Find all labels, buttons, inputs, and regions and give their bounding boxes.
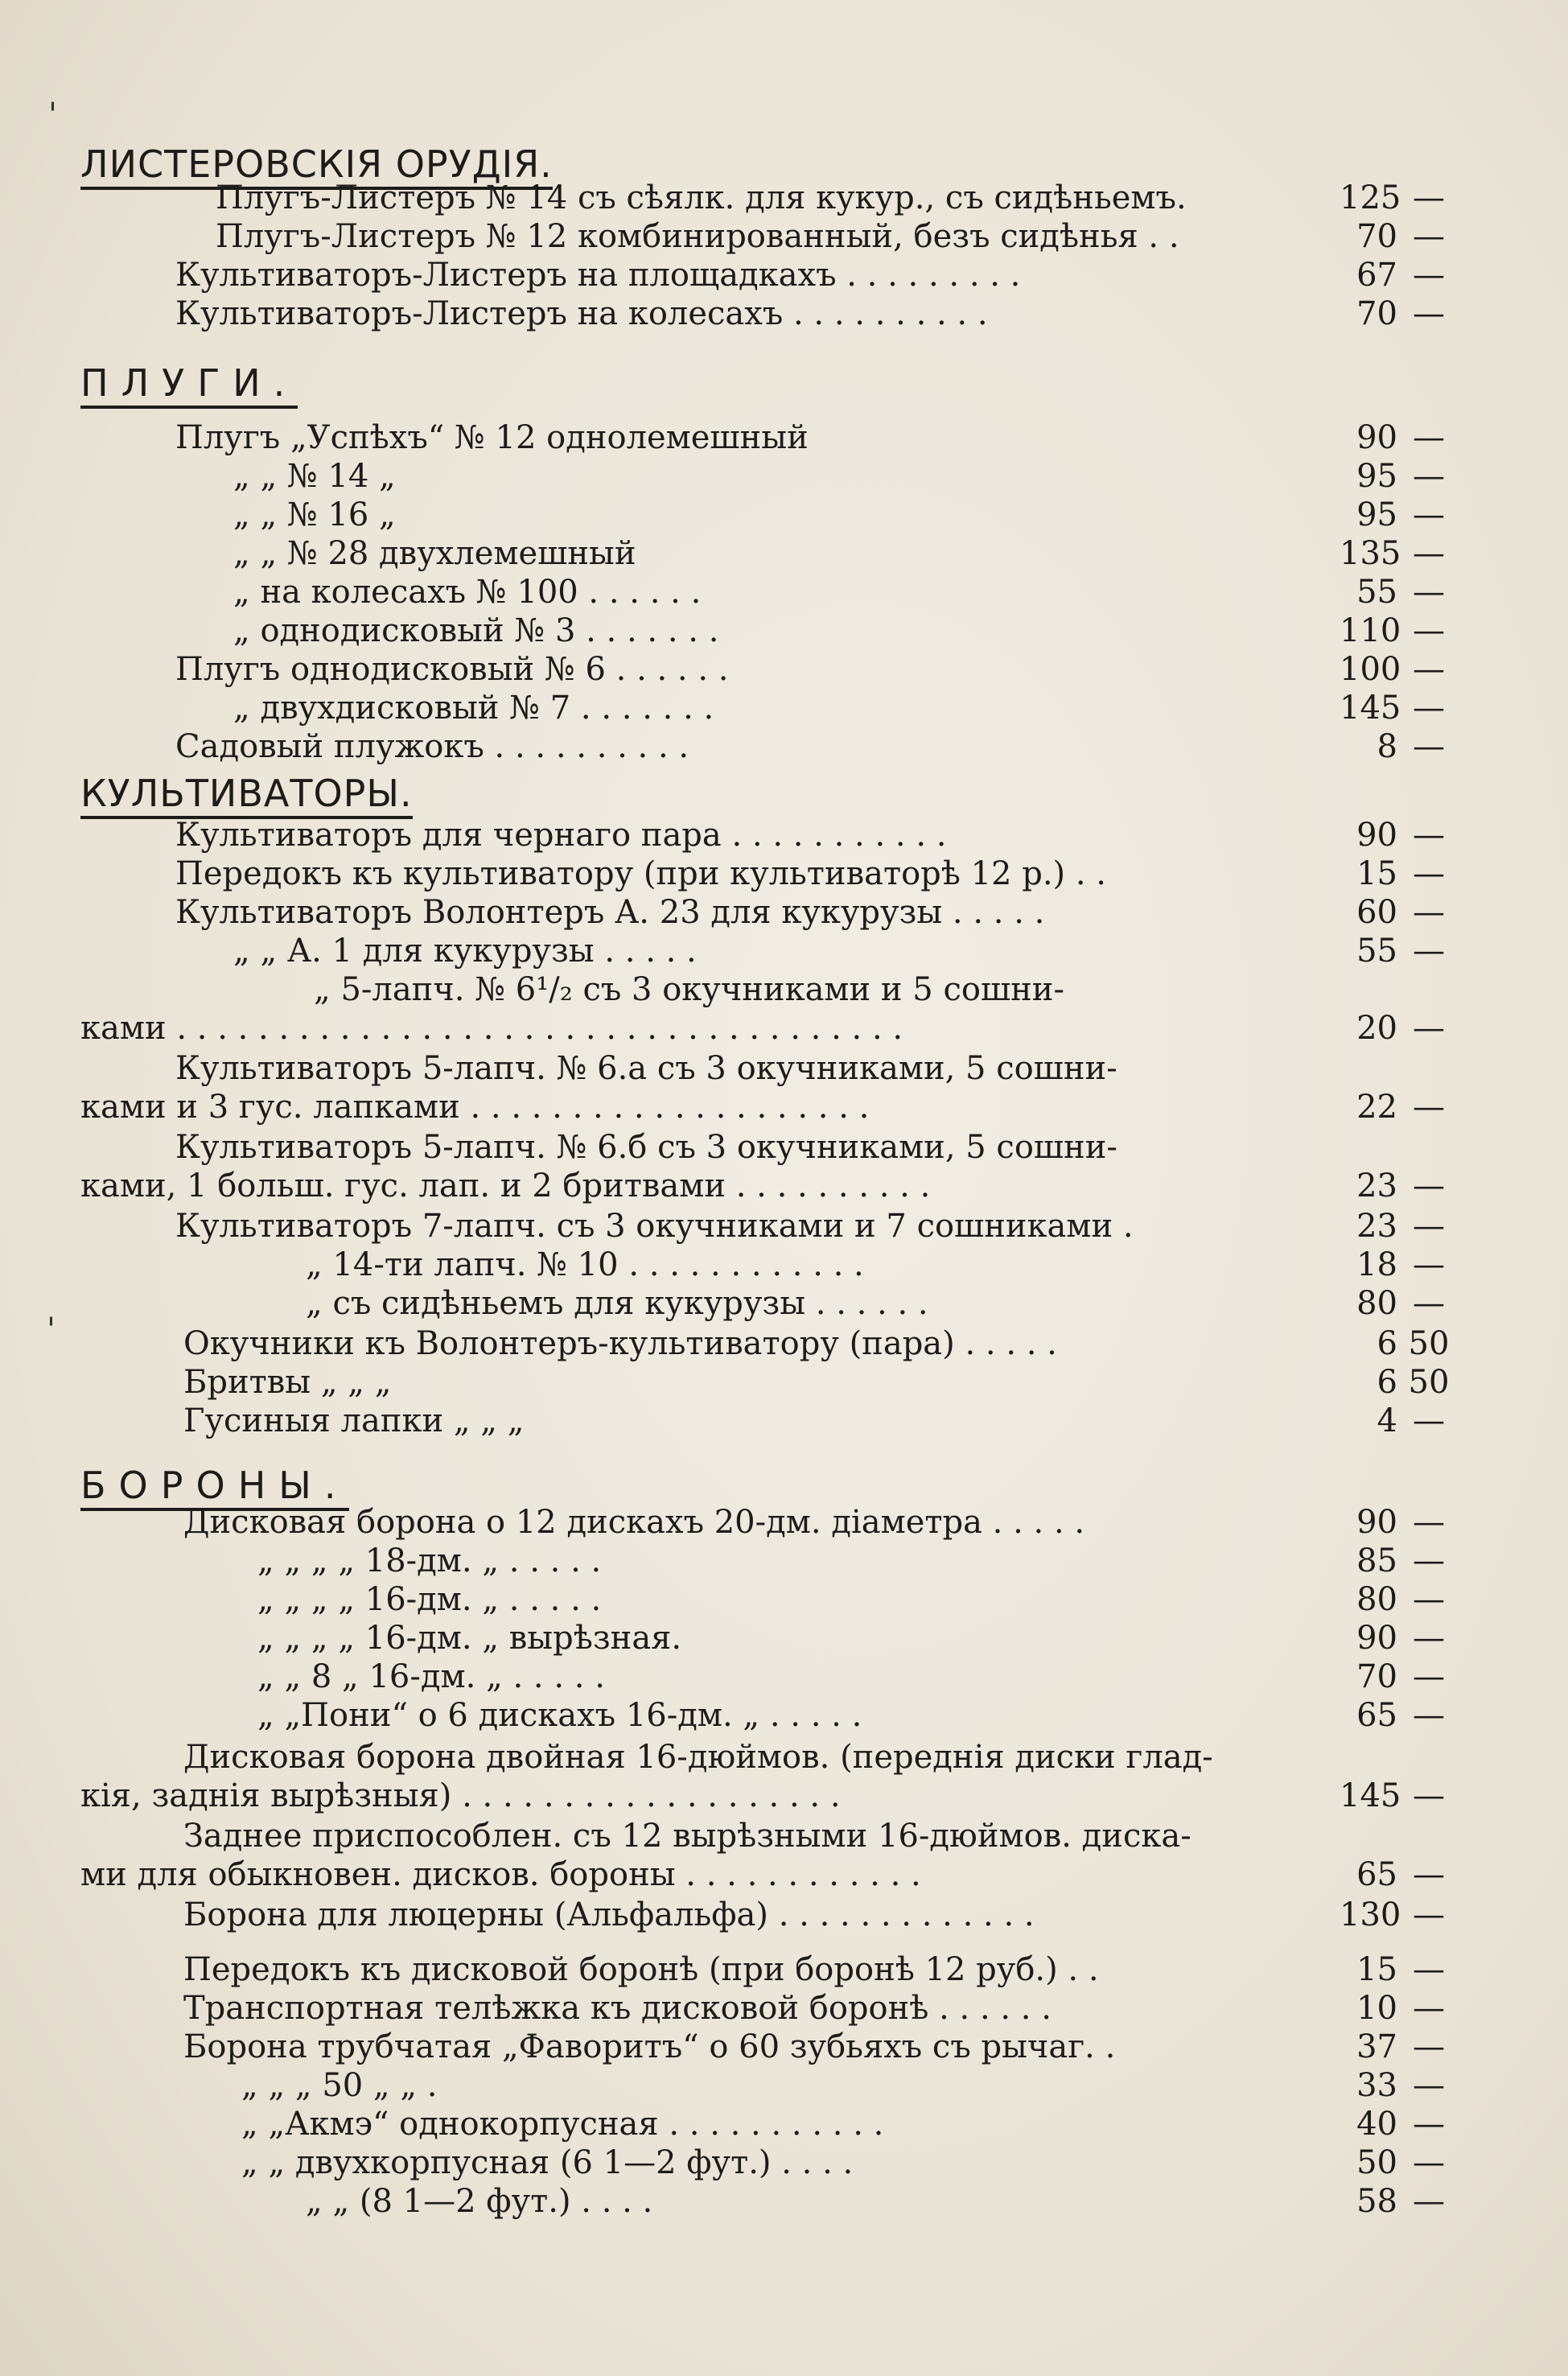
price-row	[80, 1009, 1460, 1048]
price-row	[233, 457, 1460, 496]
item-price	[1340, 612, 1460, 650]
price-row	[216, 179, 1460, 217]
item-description: „ „ (8 1—2 фут.) . . . .	[306, 2183, 653, 2220]
item-price	[1340, 1619, 1460, 1657]
item-description: „ на колесахъ № 100 . . . . . .	[233, 574, 702, 611]
price-row	[257, 1619, 1460, 1657]
price-row	[183, 1324, 1460, 1363]
price-row	[233, 534, 1460, 573]
item-price	[1340, 1402, 1460, 1440]
item-price	[1340, 1777, 1460, 1815]
price-rubles: 60	[1356, 894, 1397, 931]
item-price	[1340, 217, 1460, 256]
item-description: „ „ „ „ 16-дм. „ вырѣзная.	[257, 1620, 682, 1657]
price-rubles: 90	[1356, 419, 1397, 456]
item-description: Транспортная телѣжка къ дисковой боронѣ . . . . . .	[183, 1990, 1052, 2027]
item-description: „ „ двухкорпусная (6 1—2 фут.) . . . .	[241, 2144, 854, 2181]
price-kopecks: —	[1413, 2106, 1445, 2143]
item-description: „ съ сидѣньемъ для кукурузы . . . . . .	[306, 1285, 928, 1322]
item-description: Дисковая борона о 12 дискахъ 20-дм. діаметра . . . . .	[183, 1504, 1085, 1541]
item-description: Передокъ къ дисковой боронѣ (при боронѣ 12 руб.) . .	[183, 1951, 1099, 1988]
price-row	[233, 932, 1460, 970]
price-row	[257, 1580, 1460, 1619]
price-kopecks: —	[1413, 1658, 1445, 1695]
price-kopecks: —	[1413, 574, 1445, 611]
price-rubles: 145	[1340, 690, 1401, 727]
price-rubles: 40	[1356, 2106, 1397, 2143]
price-row	[183, 1896, 1460, 1934]
price-row	[183, 1503, 1460, 1542]
item-description: „ „ № 16 „	[233, 496, 396, 533]
item-price	[1340, 2143, 1460, 2182]
price-kopecks: —	[1413, 218, 1445, 255]
price-rubles: 15	[1356, 855, 1397, 892]
item-price	[1340, 457, 1460, 496]
price-row	[257, 1657, 1460, 1696]
price-kopecks: 50	[1408, 1364, 1450, 1401]
price-kopecks: —	[1413, 257, 1445, 294]
item-description: Культиваторъ Волонтеръ А. 23 для кукурузы . . . . .	[175, 894, 1045, 931]
item-price	[1340, 1009, 1460, 1048]
item-price	[1340, 1207, 1460, 1246]
item-price	[1340, 1580, 1460, 1619]
price-rubles: 58	[1356, 2183, 1397, 2220]
item-description: Культиваторъ 5-лапч. № 6.а съ 3 окучниками, 5 сошни-	[175, 1050, 1117, 1087]
price-rubles: 50	[1356, 2144, 1397, 2181]
price-row	[183, 1989, 1460, 2028]
price-kopecks: —	[1413, 690, 1445, 727]
item-price	[1340, 1363, 1460, 1402]
item-description: „ „Пони“ о 6 дискахъ 16-дм. „ . . . . .	[257, 1697, 862, 1734]
item-description: Борона трубчатая „Фаворитъ“ о 60 зубьяхъ съ рычаг. .	[183, 2028, 1116, 2065]
item-description: Окучники къ Волонтеръ-культиватору (пара) . . . . .	[183, 1325, 1057, 1362]
price-row	[80, 1088, 1460, 1126]
price-kopecks: —	[1413, 1620, 1445, 1657]
price-kopecks: —	[1413, 1208, 1445, 1245]
price-rubles: 90	[1356, 817, 1397, 854]
item-description: ками, 1 больш. гус. лап. и 2 бритвами . . . . . . . . . .	[80, 1167, 931, 1204]
item-price	[1340, 1284, 1460, 1323]
price-kopecks: —	[1413, 1896, 1445, 1933]
item-description: кія, заднія вырѣзныя) . . . . . . . . . . . . . . . . . . .	[80, 1777, 841, 1814]
price-rubles: 135	[1340, 535, 1401, 572]
item-description: „ однодисковый № 3 . . . . . . .	[233, 612, 719, 649]
price-rubles: 85	[1356, 1542, 1397, 1579]
item-price	[1340, 573, 1460, 612]
price-rubles: 80	[1356, 1285, 1397, 1322]
section-title-listers: ЛИСТЕРОВСКІЯ ОРУДІЯ.	[80, 143, 553, 190]
item-description: Передокъ къ культиватору (при культиваторѣ 12 р.) . .	[175, 855, 1106, 892]
item-description: „ „ 8 „ 16-дм. „ . . . . .	[257, 1658, 605, 1695]
price-kopecks: —	[1413, 1504, 1445, 1541]
price-row	[306, 1284, 1460, 1323]
price-row	[241, 2143, 1460, 2182]
price-row	[175, 418, 1460, 457]
price-rubles: 55	[1356, 574, 1397, 611]
price-kopecks: —	[1413, 2028, 1445, 2065]
price-rubles: 125	[1340, 179, 1401, 216]
item-price	[1340, 534, 1460, 573]
price-row	[175, 256, 1460, 294]
price-row	[175, 854, 1460, 893]
price-row	[233, 496, 1460, 534]
price-row	[314, 970, 1460, 1009]
price-row	[175, 1207, 1460, 1246]
price-rubles: 80	[1356, 1581, 1397, 1618]
price-rubles: 67	[1356, 257, 1397, 294]
item-description: „ „ „ „ 16-дм. „ . . . . .	[257, 1581, 602, 1618]
price-rubles: 70	[1356, 1658, 1397, 1695]
item-description: „ „ А. 1 для кукурузы . . . . .	[233, 933, 697, 970]
price-kopecks: —	[1413, 1285, 1445, 1322]
price-row	[175, 1128, 1460, 1167]
item-description: „ 5-лапч. № 6¹/₂ съ 3 окучниками и 5 сошни-	[314, 971, 1064, 1008]
item-price	[1340, 816, 1460, 854]
item-price	[1340, 1246, 1460, 1284]
price-rubles: 23	[1356, 1167, 1397, 1204]
item-price	[1340, 727, 1460, 766]
price-kopecks: —	[1413, 1777, 1445, 1814]
price-kopecks: —	[1413, 496, 1445, 533]
price-kopecks: —	[1413, 1581, 1445, 1618]
price-rubles: 33	[1356, 2067, 1397, 2104]
price-kopecks: —	[1413, 419, 1445, 456]
price-row	[257, 1542, 1460, 1580]
item-price	[1340, 2028, 1460, 2066]
item-description: Культиваторъ 7-лапч. съ 3 окучниками и 7 сошниками .	[175, 1208, 1134, 1245]
price-rubles: 65	[1356, 1697, 1397, 1734]
item-description: Культиваторъ-Листеръ на площадкахъ . . . . . . . . .	[175, 257, 1021, 294]
item-description: Плугъ-Листеръ № 12 комбинированный, безъ сидѣнья . .	[216, 218, 1179, 255]
price-rubles: 37	[1356, 2028, 1397, 2065]
price-kopecks: —	[1413, 817, 1445, 854]
price-row	[183, 1738, 1460, 1777]
item-price	[1340, 418, 1460, 457]
price-row	[233, 612, 1460, 650]
item-description: Плугъ „Успѣхъ“ № 12 однолемешный	[175, 419, 809, 456]
item-description: „ „ „ 50 „ „ .	[241, 2067, 438, 2104]
price-kopecks: —	[1413, 1697, 1445, 1734]
price-kopecks: —	[1413, 1089, 1445, 1126]
item-price	[1340, 1542, 1460, 1580]
price-row	[175, 727, 1460, 766]
item-price	[1340, 2105, 1460, 2143]
price-kopecks: —	[1413, 458, 1445, 495]
price-rubles: 18	[1356, 1246, 1397, 1283]
price-row	[175, 816, 1460, 854]
item-price	[1340, 650, 1460, 689]
item-price	[1340, 893, 1460, 932]
price-kopecks: —	[1413, 2067, 1445, 2104]
price-row	[80, 1855, 1460, 1894]
price-rubles: 95	[1356, 496, 1397, 533]
price-kopecks: —	[1413, 2144, 1445, 2181]
item-price	[1340, 854, 1460, 893]
item-price	[1340, 932, 1460, 970]
item-description: ками и 3 гус. лапками . . . . . . . . . . . . . . . . . . . .	[80, 1089, 870, 1126]
price-row	[80, 1167, 1460, 1205]
price-row	[257, 1696, 1460, 1735]
price-rubles: 55	[1356, 933, 1397, 970]
price-rubles: 65	[1356, 1856, 1397, 1893]
price-kopecks: —	[1413, 179, 1445, 216]
price-row	[183, 1402, 1460, 1440]
item-price	[1340, 1896, 1460, 1934]
price-rubles: 130	[1340, 1896, 1401, 1933]
price-rubles: 110	[1340, 612, 1401, 649]
price-rubles: 6	[1377, 1364, 1397, 1401]
margin-mark-top: ꞌ	[48, 97, 57, 134]
price-rubles: 15	[1356, 1951, 1397, 1988]
item-description: „ „ „ „ 18-дм. „ . . . . .	[257, 1542, 602, 1579]
item-description: Гусиныя лапки „ „ „	[183, 1402, 525, 1439]
item-description: Садовый плужокъ . . . . . . . . . .	[175, 728, 689, 765]
item-description: „ „ № 28 двухлемешный	[233, 535, 636, 572]
price-rubles: 22	[1356, 1089, 1397, 1126]
price-row	[183, 1817, 1460, 1855]
price-kopecks: —	[1413, 855, 1445, 892]
price-row	[175, 294, 1460, 333]
price-row	[233, 689, 1460, 727]
price-kopecks: —	[1413, 295, 1445, 332]
price-kopecks: —	[1413, 1542, 1445, 1579]
price-row	[306, 1246, 1460, 1284]
price-rubles: 100	[1340, 651, 1401, 688]
item-price	[1340, 1696, 1460, 1735]
price-row	[216, 217, 1460, 256]
item-price	[1340, 294, 1460, 333]
item-description: Культиваторъ для чернаго пара . . . . . . . . . . .	[175, 817, 947, 854]
item-price	[1340, 1855, 1460, 1894]
price-rubles: 4	[1377, 1402, 1397, 1439]
item-price	[1340, 689, 1460, 727]
section-title-cultivators: КУЛЬТИВАТОРЫ.	[80, 772, 413, 819]
item-description: Борона для люцерны (Альфальфа) . . . . . . . . . . . . .	[183, 1896, 1035, 1933]
price-kopecks: —	[1413, 612, 1445, 649]
price-kopecks: —	[1413, 1856, 1445, 1893]
item-description: Заднее приспособлен. съ 12 вырѣзными 16-дюймов. диска-	[183, 1818, 1191, 1855]
price-kopecks: —	[1413, 728, 1445, 765]
item-description: ми для обыкновен. дисков. бороны . . . . . . . . . . . .	[80, 1856, 921, 1893]
price-kopecks: —	[1413, 535, 1445, 572]
price-rubles: 90	[1356, 1504, 1397, 1541]
price-row	[233, 573, 1460, 612]
price-row	[175, 893, 1460, 932]
price-kopecks: —	[1413, 1402, 1445, 1439]
price-kopecks: —	[1413, 2183, 1445, 2220]
item-description: „ двухдисковый № 7 . . . . . . .	[233, 690, 714, 727]
item-price	[1340, 1989, 1460, 2028]
item-description: Культиваторъ 5-лапч. № 6.б съ 3 окучниками, 5 сошни-	[175, 1129, 1117, 1166]
price-kopecks: —	[1413, 894, 1445, 931]
price-row	[241, 2105, 1460, 2143]
price-row	[175, 650, 1460, 689]
price-rubles: 90	[1356, 1620, 1397, 1657]
price-rubles: 6	[1377, 1325, 1397, 1362]
price-kopecks: —	[1413, 1246, 1445, 1283]
item-description: „ „ № 14 „	[233, 458, 396, 495]
price-row	[183, 2028, 1460, 2066]
price-kopecks: —	[1413, 651, 1445, 688]
item-price	[1340, 256, 1460, 294]
price-rubles: 10	[1356, 1990, 1397, 2027]
price-rubles: 70	[1356, 218, 1397, 255]
price-rubles: 70	[1356, 295, 1397, 332]
item-description: Плугъ-Листеръ № 14 съ сѣялк. для кукур., съ сидѣньемъ.	[216, 179, 1187, 216]
item-description: Культиваторъ-Листеръ на колесахъ . . . . . . . . . .	[175, 295, 988, 332]
item-price	[1340, 2182, 1460, 2221]
price-row	[306, 2182, 1460, 2221]
section-title-plows: ПЛУГИ.	[80, 362, 298, 409]
price-row	[241, 2066, 1460, 2105]
item-price	[1340, 1167, 1460, 1205]
price-rubles: 8	[1377, 728, 1397, 765]
price-kopecks: —	[1413, 1010, 1445, 1047]
item-description: „ 14-ти лапч. № 10 . . . . . . . . . . . .	[306, 1246, 864, 1283]
item-price	[1340, 1503, 1460, 1542]
item-price	[1340, 496, 1460, 534]
item-description: ками . . . . . . . . . . . . . . . . . . . . . . . . . . . . . . . . . . . .	[80, 1010, 903, 1047]
item-description: Бритвы „ „ „	[183, 1364, 392, 1401]
price-row	[80, 1777, 1460, 1815]
item-price	[1340, 1657, 1460, 1696]
price-row	[183, 1363, 1460, 1402]
price-rubles: 145	[1340, 1777, 1401, 1814]
price-row	[183, 1950, 1460, 1989]
section-title-harrows: БОРОНЫ.	[80, 1464, 349, 1511]
price-kopecks: 50	[1408, 1325, 1450, 1362]
price-rubles: 20	[1356, 1010, 1397, 1047]
item-price	[1340, 1950, 1460, 1989]
item-description: Дисковая борона двойная 16-дюймов. (переднія диски глад-	[183, 1739, 1213, 1776]
margin-mark-side: ꞌ	[47, 1312, 56, 1349]
price-kopecks: —	[1413, 1167, 1445, 1204]
item-price	[1340, 1324, 1460, 1363]
item-description: „ „Акмэ“ однокорпусная . . . . . . . . . . .	[241, 2106, 884, 2143]
price-rubles: 23	[1356, 1208, 1397, 1245]
price-rubles: 95	[1356, 458, 1397, 495]
price-row	[175, 1049, 1460, 1088]
item-price	[1340, 179, 1460, 217]
price-kopecks: —	[1413, 933, 1445, 970]
item-description: Плугъ однодисковый № 6 . . . . . .	[175, 651, 729, 688]
item-price	[1340, 2066, 1460, 2105]
price-kopecks: —	[1413, 1951, 1445, 1988]
price-kopecks: —	[1413, 1990, 1445, 2027]
item-price	[1340, 1088, 1460, 1126]
